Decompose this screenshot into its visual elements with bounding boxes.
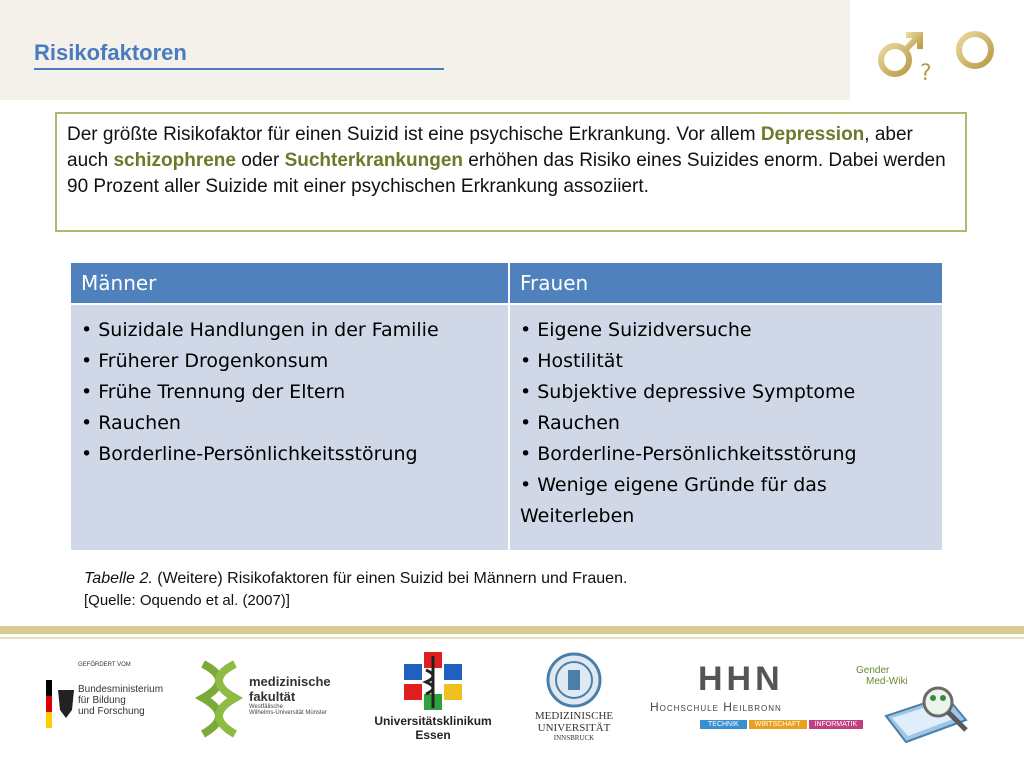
dna-icon xyxy=(195,660,245,738)
bmbf-logo xyxy=(40,660,164,740)
bmbf-line: für Bildung xyxy=(78,695,126,706)
highlight-schizophrene: schizophrene xyxy=(113,150,236,171)
mui-line: UNIVERSITÄT xyxy=(537,722,611,734)
funded-by-label: GEFÖRDERT VOM xyxy=(78,662,131,668)
bmbf-line: und Forschung xyxy=(78,706,145,717)
list-item: • Eigene Suizidversuche xyxy=(520,315,934,346)
gender-icon xyxy=(850,0,1024,100)
bmbf-line: Bundesministerium xyxy=(78,684,164,695)
svg-text:?: ? xyxy=(920,61,932,86)
uke-logo xyxy=(368,650,498,746)
table-caption xyxy=(84,568,627,612)
laptop-magnifier-icon xyxy=(876,676,986,746)
list-item: • Subjektive depressive Symptome xyxy=(520,377,934,408)
list-item: • Borderline-Persönlichkeitsstörung xyxy=(81,439,500,470)
hhn-tag: INFORMATIK xyxy=(809,720,864,729)
page-title: Risikofaktoren xyxy=(34,40,187,65)
list-item: • Borderline-Persönlichkeitsstörung xyxy=(520,439,934,470)
medfak-line: Westfälische xyxy=(249,704,283,710)
caption-source: [Quelle: Oquendo et al. (2007)] xyxy=(84,592,290,609)
gmw-line: Med-Wiki xyxy=(866,676,908,687)
header-frauen: Frauen xyxy=(509,263,943,304)
footer-divider-thin xyxy=(0,637,1024,639)
hhn-logo xyxy=(650,660,858,740)
title-underline xyxy=(34,68,444,70)
uke-line: Essen xyxy=(415,728,451,742)
highlight-sucht: Suchterkrankungen xyxy=(284,150,463,171)
caption-label: Tabelle 2. xyxy=(84,570,153,587)
list-item: • Hostilität xyxy=(520,346,934,377)
caption-text: (Weitere) Risikofaktoren für einen Suizid bei Männern und Frauen. xyxy=(152,570,628,587)
gmw-line: Gender xyxy=(856,665,890,676)
gendermedwiki-logo xyxy=(856,660,986,750)
highlight-depression: Depression xyxy=(760,124,865,145)
medfak-line: medizinische xyxy=(249,674,331,689)
hhn-mark: HHN xyxy=(698,660,784,698)
cell-frauen xyxy=(509,304,943,550)
mui-logo xyxy=(526,652,622,748)
cell-maenner xyxy=(71,304,509,550)
list-item: • Rauchen xyxy=(520,408,934,439)
mui-line: INNSBRUCK xyxy=(553,734,595,742)
list-item: • Frühe Trennung der Eltern xyxy=(81,377,500,408)
medfak-line: Wilhelms-Universität Münster xyxy=(249,710,328,716)
gender-symbols xyxy=(850,0,1024,100)
seal-icon xyxy=(546,652,602,708)
list-item: • Suizidale Handlungen in der Familie xyxy=(81,315,500,346)
hhn-tag: WIRTSCHAFT xyxy=(749,720,807,729)
intro-text: , aber auch xyxy=(67,124,913,171)
list-item: • Früherer Drogenkonsum xyxy=(81,346,500,377)
header-maenner: Männer xyxy=(71,263,509,304)
intro-text: oder xyxy=(235,150,285,171)
intro-text: erhöhen das Risiko eines Suizides enorm. Dabei werden 90 Prozent aller Suizide mit einer psychischen Erkrankung assoziiert. xyxy=(67,150,946,197)
hhn-name: Hochschule Heilbronn xyxy=(650,700,782,714)
footer-divider xyxy=(0,626,1024,634)
list-item: • Rauchen xyxy=(81,408,500,439)
mui-line: MEDIZINISCHE xyxy=(534,710,614,722)
intro-text: Der größte Risikofaktor für einen Suizid ist eine psychische Erkrankung. Vor allem xyxy=(67,124,761,145)
uke-line: Universitätsklinikum xyxy=(374,714,492,728)
intro-box xyxy=(55,112,967,232)
medfak-logo xyxy=(195,660,355,740)
hhn-tag: TECHNIK xyxy=(700,720,747,729)
eagle-icon xyxy=(46,680,76,728)
aesculapian-icon xyxy=(402,650,464,712)
medfak-line: fakultät xyxy=(249,689,296,704)
list-item: • Wenige eigene Gründe für das Weiterleben xyxy=(520,470,934,532)
risk-table xyxy=(71,263,944,550)
